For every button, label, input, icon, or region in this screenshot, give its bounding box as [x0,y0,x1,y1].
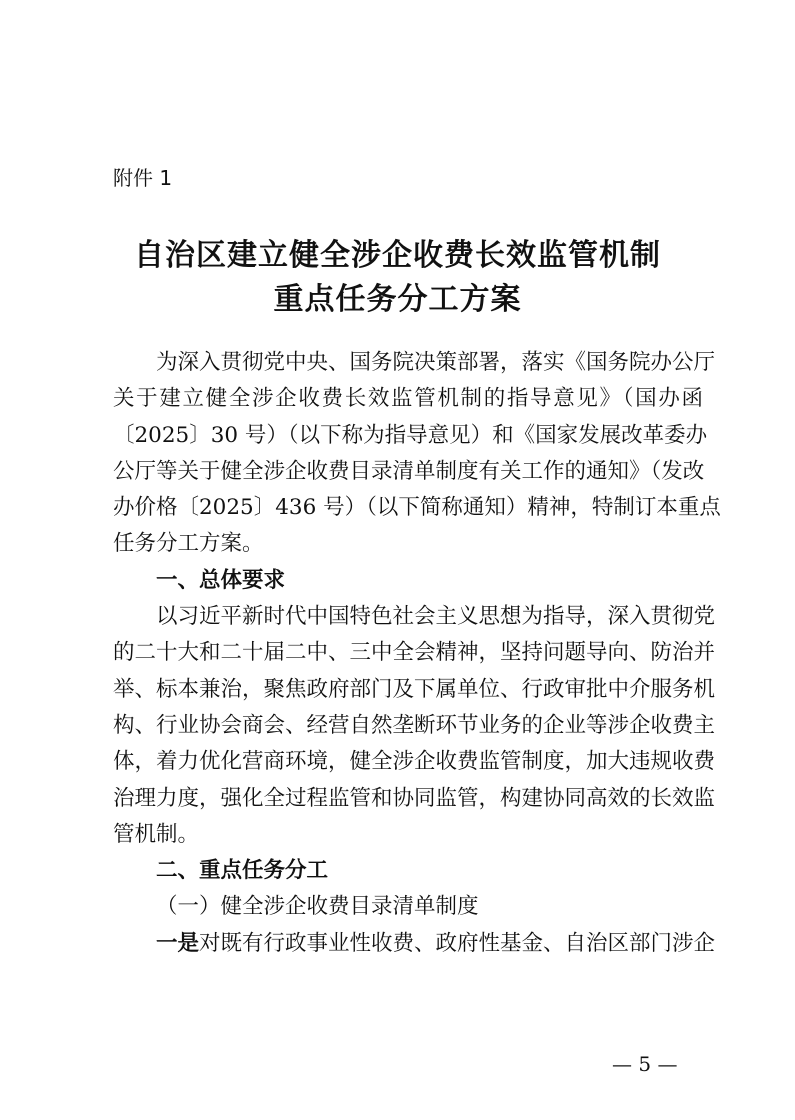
section-heading-key-tasks: 二、重点任务分工 [156,858,329,884]
paragraph-line: 体，着力优化营商环境，健全涉企收费监管制度，加大违规收费 [113,749,716,775]
document-body [113,345,721,962]
attachment-label: 附件 1 [113,166,173,190]
intro-line: 〔2025〕30 号）（以下称为指导意见）和《国家发展改革委办 [113,422,708,448]
paragraph-line: 构、行业协会商会、经营自然垄断环节业务的企业等涉企收费主 [113,712,716,738]
paragraph-line: 以习近平新时代中国特色社会主义思想为指导，深入贯彻党 [156,604,716,630]
section-heading-general-requirements: 一、总体要求 [156,567,286,593]
intro-line: 为深入贯彻党中央、国务院决策部署，落实《国务院办公厅 [156,350,716,375]
intro-line: 关于建立健全涉企收费长效监管机制的指导意见》（国办函 [113,386,703,412]
paragraph-line: 的二十大和二十届二中、三中全会精神，坚持问题导向、防治并 [113,640,716,666]
document-title-line-2: 重点任务分工方案 [273,282,522,317]
page-number: — 5 — [612,1052,678,1076]
intro-line: 办价格〔2025〕436 号）（以下简称通知）精神，特制订本重点 [113,495,721,521]
intro-line: 任务分工方案。 [113,531,264,557]
subsection-heading: （一）健全涉企收费目录清单制度 [156,894,479,920]
item-line [113,926,716,962]
item-text: 对既有行政事业性收费、政府性基金、自治区部门涉企 [199,930,716,956]
paragraph-line: 管机制。 [113,821,200,847]
document-title-line-1: 自治区建立健全涉企收费长效监管机制 [134,238,661,273]
paragraph-line: 治理力度，强化全过程监管和协同监管，构建协同高效的长效监 [113,785,716,811]
item-lead: 一是 [156,930,200,956]
paragraph-line: 举、标本兼治，聚焦政府部门及下属单位、行政审批中介服务机 [113,676,716,702]
intro-line: 公厅等关于健全涉企收费目录清单制度有关工作的通知》（发改 [113,458,705,484]
